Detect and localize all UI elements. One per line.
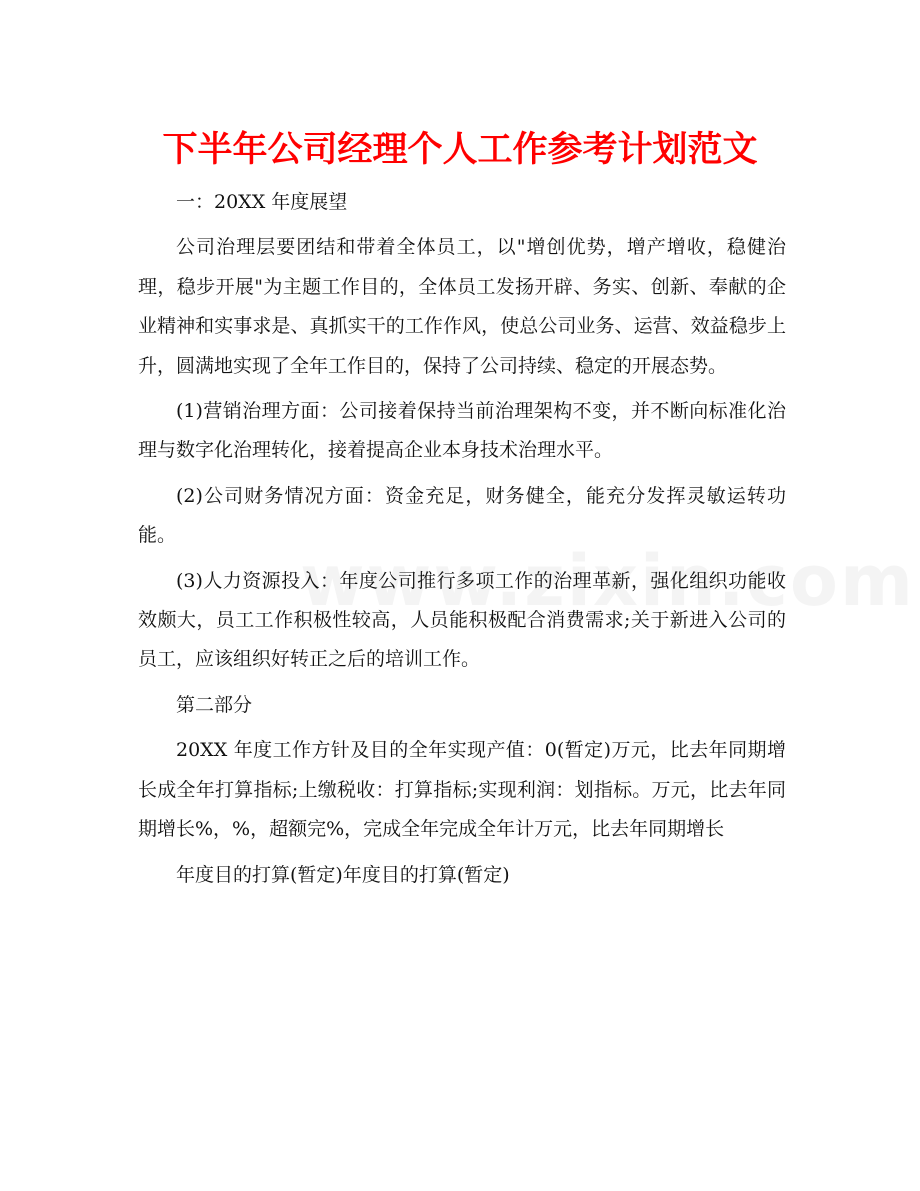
section-heading-outlook: 一：20XX 年度展望	[176, 191, 348, 213]
paragraph-hr: (3)人力资源投入：年度公司推行多项工作的治理革新，强化组织功能收效颇大，员工工作积极性较高，人员能积极配合消费需求;关于新进入公司的员工，应该组织好转正之后的培训工作。	[138, 569, 786, 671]
document-title: 下半年公司经理个人工作参考计划范文	[162, 130, 758, 170]
paragraph-plan: 年度目的打算(暂定)年度目的打算(暂定)	[176, 863, 510, 886]
paragraph-targets: 20XX 年度工作方针及目的全年实现产值：0(暂定)万元，比去年同期增长成全年打算指标;上缴税收：打算指标;实现利润：划指标。万元，比去年同期增长%，%，超额完%，完成全年完成全年计万元，比去年同期增长	[138, 739, 786, 841]
section-heading-part-two: 第二部分	[176, 693, 253, 716]
paragraph-marketing: (1)营销治理方面：公司接着保持当前治理架构不变，并不断向标准化治理与数字化治理转化，接着提高企业本身技术治理水平。	[138, 400, 786, 462]
paragraph-finance: (2)公司财务情况方面：资金充足，财务健全，能充分发挥灵敏运转功能。	[138, 484, 786, 547]
paragraph-overview: 公司治理层要团结和带着全体员工，以"增创优势，增产增收，稳健治理，稳步开展"为主题工作目的，全体员工发扬开辟、务实、创新、奉献的企业精神和实事求是、真抓实干的工作作风，使总公司业务、运营、效益稳步上升，圆满地实现了全年工作目的，保持了公司持续、稳定的开展态势。	[138, 236, 786, 377]
document-body	[138, 183, 786, 901]
